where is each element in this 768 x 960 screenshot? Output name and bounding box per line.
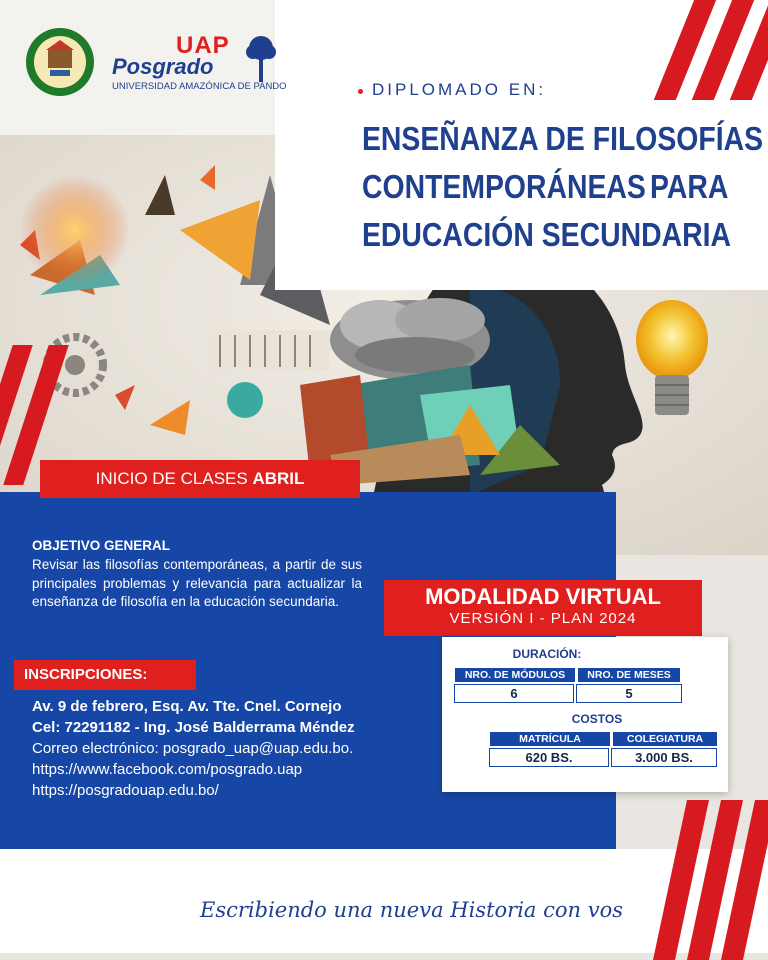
costs-col-tuition: COLEGIATURA: [613, 732, 717, 746]
inscriptions-email[interactable]: Correo electrónico: posgrado_uap@uap.edu.bo.: [32, 740, 354, 757]
costs-tuition-value: 3.000 BS.: [611, 748, 717, 767]
duration-months-value: 5: [576, 684, 682, 703]
program-title-line2b: PARA: [650, 168, 729, 205]
start-month: ABRIL: [252, 469, 305, 488]
inscriptions-website-link[interactable]: https://posgradouap.edu.bo/: [32, 782, 219, 799]
costs-heading: COSTOS: [571, 712, 623, 726]
duration-heading: DURACIÓN:: [512, 647, 582, 661]
costs-enrollment-value: 620 BS.: [489, 748, 609, 767]
program-title-line1: ENSEÑANZA DE FILOSOFÍAS: [362, 120, 764, 157]
university-seal-logo: [24, 22, 96, 102]
bullet-icon: [358, 89, 363, 94]
modality-banner: [384, 580, 702, 636]
program-title-line3: EDUCACIÓN SECUNDARIA: [362, 216, 731, 253]
costs-col-enrollment: MATRÍCULA: [490, 732, 610, 746]
modality-version: VERSIÓN I - PLAN 2024: [449, 610, 637, 627]
objective-heading: OBJETIVO GENERAL: [32, 538, 171, 553]
tree-icon: [244, 34, 278, 84]
brand-posgrado: Posgrado: [112, 54, 214, 79]
objective-body: Revisar las filosofías contemporáneas, a partir de sus principales problemas y relevancia para actualizar la enseñanza de filosofía en la educación secundaria.: [32, 557, 362, 609]
inscriptions-facebook-link[interactable]: https://www.facebook.com/posgrado.uap: [32, 761, 303, 778]
brand-uap: UAP: [176, 32, 230, 59]
duration-col-modules: NRO. DE MÓDULOS: [455, 668, 575, 682]
start-prefix: INICIO DE CLASES: [95, 469, 253, 488]
duration-modules-value: 6: [454, 684, 574, 703]
modality-title: MODALIDAD VIRTUAL: [425, 584, 661, 609]
duration-costs-card: [442, 637, 728, 792]
footer-slogan: Escribiendo una nueva Historia con vos: [200, 898, 624, 922]
inscriptions-label: INSCRIPCIONES:: [14, 660, 196, 690]
inscriptions-address: Av. 9 de febrero, Esq. Av. Tte. Cnel. Cornejo: [32, 698, 342, 715]
duration-col-months: NRO. DE MESES: [578, 668, 680, 682]
brand-subtitle: UNIVERSIDAD AMAZÓNICA DE PANDO: [112, 81, 287, 92]
start-date-banner: [40, 460, 360, 498]
inscriptions-phone: Cel: 72291182 - Ing. José Balderrama Méndez: [32, 719, 355, 736]
program-kicker: DIPLOMADO EN:: [372, 80, 547, 99]
program-title-line2a: CONTEMPORÁNEAS: [362, 168, 646, 205]
